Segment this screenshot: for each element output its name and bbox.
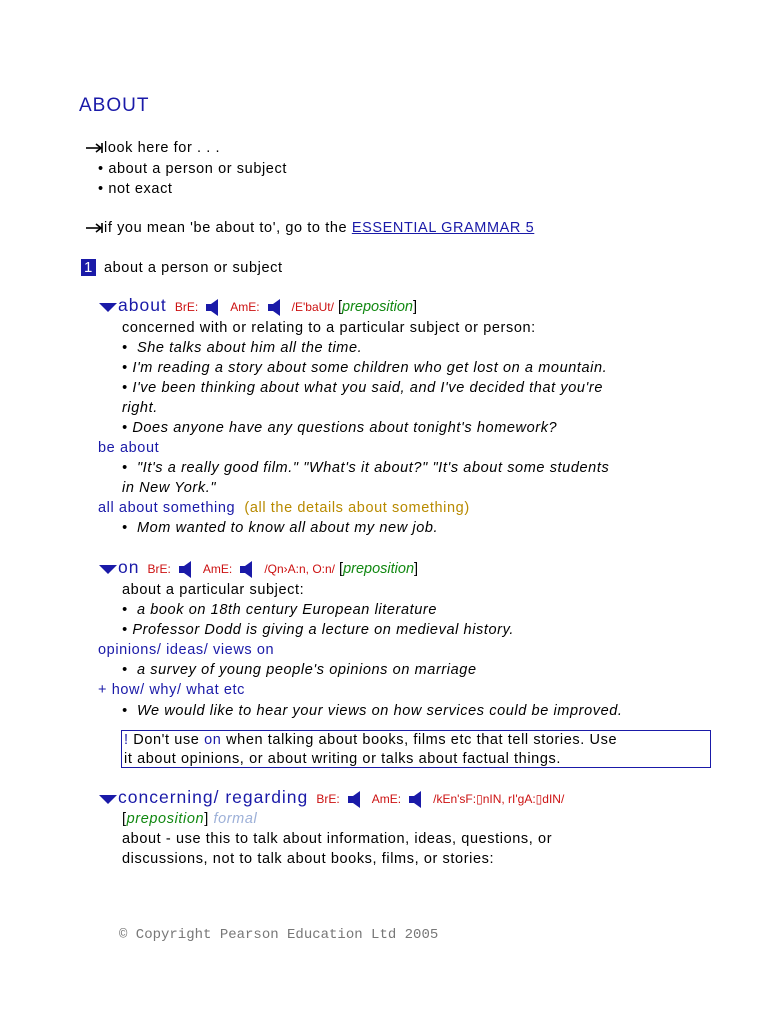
example: • Professor Dodd is giving a lecture on medieval history.: [122, 622, 515, 638]
bre-label: BrE:: [174, 300, 199, 314]
bre-label: BrE:: [147, 562, 171, 576]
definition-continued: discussions, not to talk about books, films, or stories:: [122, 851, 495, 867]
example: • We would like to hear your views on how services could be improved.: [122, 703, 623, 719]
speaker-icon[interactable]: [179, 561, 193, 578]
usage-note: [121, 730, 711, 768]
page-title: ABOUT: [79, 95, 150, 116]
essential-grammar-link[interactable]: ESSENTIAL GRAMMAR 5: [351, 220, 535, 236]
phrase: be about: [98, 440, 160, 456]
example: • "It's a really good film." "What's it about?" "It's about some students: [122, 460, 610, 476]
collapse-triangle-icon[interactable]: [99, 303, 117, 312]
example: • a survey of young people's opinions on marriage: [122, 662, 477, 678]
example: • Mom wanted to know all about my new job.: [122, 520, 439, 536]
look-here-item-label: about a person or subject: [108, 161, 287, 177]
note-keyword: on: [204, 732, 222, 748]
look-here-line: [86, 140, 220, 156]
ame-label: AmE:: [371, 792, 402, 806]
speaker-icon[interactable]: [268, 299, 282, 316]
pos-line: [preposition] formal: [122, 811, 258, 827]
headword: on: [118, 557, 140, 577]
pronunciation: /E'baUt/: [291, 300, 334, 314]
register-label: formal: [213, 811, 258, 827]
section-number: 1: [81, 259, 96, 276]
part-of-speech: preposition: [342, 299, 413, 315]
example: • I'm reading a story about some children who get lost on a mountain.: [122, 360, 608, 376]
phrase: all about something: [98, 500, 236, 516]
pronunciation: /Qn›A:n, O:n/: [264, 562, 336, 576]
speaker-icon[interactable]: [348, 791, 362, 808]
look-here-item[interactable]: • not exact: [98, 181, 173, 197]
crossref-text: if you mean 'be about to', go to the: [104, 220, 352, 236]
crossref-line: [86, 220, 534, 236]
ame-label: AmE:: [230, 300, 260, 314]
look-here-item[interactable]: • about a person or subject: [98, 161, 287, 177]
phrase-gloss: (all the details about something): [244, 500, 470, 516]
example: • a book on 18th century European literature: [122, 602, 438, 618]
example-continued: in New York.": [122, 480, 217, 496]
speaker-icon[interactable]: [409, 791, 423, 808]
headword: concerning/ regarding: [118, 787, 309, 807]
entry-concerning-header: [99, 787, 564, 808]
collapse-triangle-icon[interactable]: [99, 795, 117, 804]
bre-label: BrE:: [316, 792, 340, 806]
section-label: about a person or subject: [103, 260, 283, 276]
copyright-footer: © Copyright Pearson Education Ltd 2005: [119, 927, 439, 943]
ame-label: AmE:: [202, 562, 233, 576]
entry-on-header: on BrE: AmE: /Qn›A:n, O:n/ [preposition]: [99, 557, 418, 578]
note-text: it about opinions, or about writing or talks about factual things.: [124, 751, 561, 767]
look-here-item-label: not exact: [108, 181, 173, 197]
phrase: + how/ why/ what etc: [98, 682, 245, 698]
part-of-speech: preposition: [343, 561, 415, 577]
arrow-right-icon: [86, 223, 104, 233]
example: • She talks about him all the time.: [122, 340, 363, 356]
part-of-speech: preposition: [126, 811, 205, 827]
note-text: Don't use: [128, 732, 205, 748]
arrow-right-icon: [86, 143, 104, 153]
headword: about: [118, 295, 167, 315]
speaker-icon[interactable]: [240, 561, 254, 578]
example-continued: right.: [122, 400, 158, 416]
phrase: opinions/ ideas/ views on: [98, 642, 275, 658]
definition: about - use this to talk about information, ideas, questions, or: [122, 831, 553, 847]
phrase-line: [98, 500, 470, 516]
collapse-triangle-icon[interactable]: [99, 565, 117, 574]
look-here-label: look here for . . .: [104, 140, 221, 156]
example: • I've been thinking about what you said, and I've decided that you're: [122, 380, 604, 396]
note-mark: !: [124, 732, 129, 748]
entry-about-header: about BrE: AmE: /E'baUt/ [preposition]: [99, 295, 417, 316]
definition: concerned with or relating to a particular subject or person:: [122, 320, 536, 336]
speaker-icon[interactable]: [206, 299, 220, 316]
pronunciation: /kEn'sF:▯nIN, rI'gA:▯dIN/: [433, 792, 565, 806]
note-text: when talking about books, films etc that tell stories. Use: [221, 732, 618, 748]
section-heading: [81, 259, 283, 276]
example: • Does anyone have any questions about tonight's homework?: [122, 420, 558, 436]
definition: about a particular subject:: [122, 582, 305, 598]
